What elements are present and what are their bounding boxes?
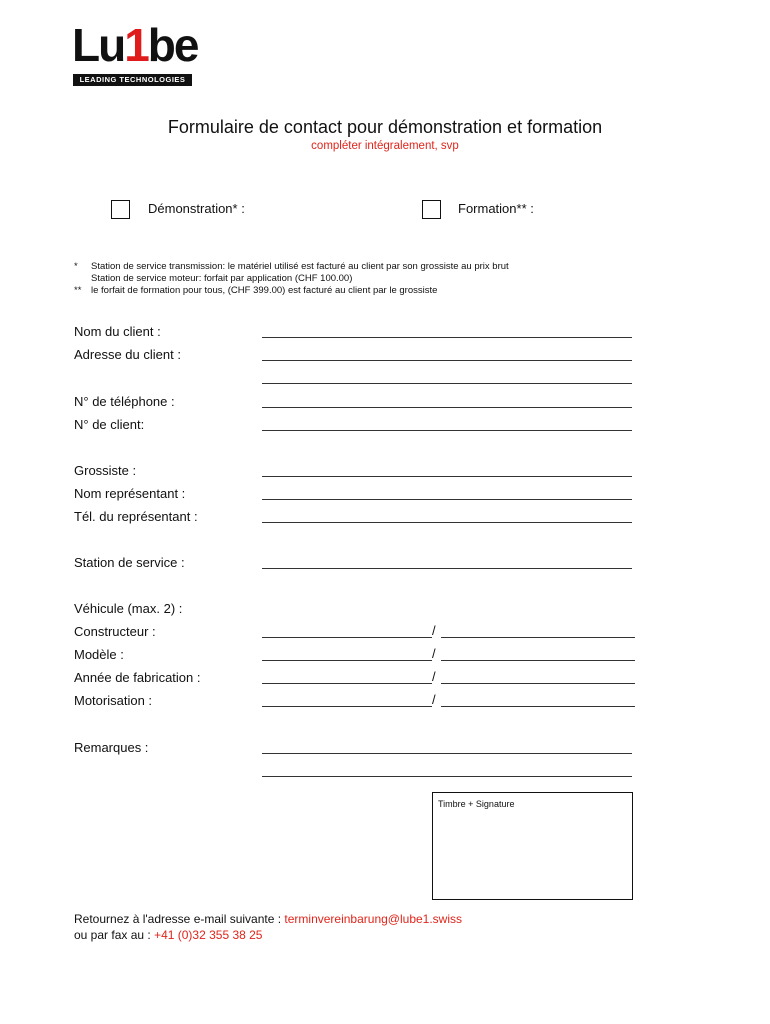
model-field-1[interactable] <box>262 660 432 661</box>
note-text: le forfait de formation pour tous, (CHF 399.00) est facturé au client par le grossiste <box>91 285 438 296</box>
rep-phone-label: Tél. du représentant : <box>74 509 198 524</box>
service-station-label: Station de service : <box>74 555 185 570</box>
year-field-2[interactable] <box>441 683 635 684</box>
client-address-field[interactable] <box>262 360 632 361</box>
separator-slash: / <box>432 692 436 707</box>
engine-field-1[interactable] <box>262 706 432 707</box>
wholesaler-field[interactable] <box>262 476 632 477</box>
fax-instructions <box>74 928 262 942</box>
logo-tagline: LEADING TECHNOLOGIES <box>73 74 192 86</box>
engine-label: Motorisation : <box>74 693 153 708</box>
return-instructions <box>74 912 462 926</box>
note-marker: * <box>74 261 78 272</box>
email-link[interactable]: terminvereinbarung@lube1.swiss <box>284 912 463 926</box>
phone-label: N° de téléphone : <box>74 394 175 409</box>
year-field-1[interactable] <box>262 683 432 684</box>
rep-phone-field[interactable] <box>262 522 632 523</box>
year-label: Année de fabrication : <box>74 670 201 685</box>
demonstration-checkbox[interactable] <box>111 200 130 219</box>
client-number-label: N° de client: <box>74 417 145 432</box>
phone-field[interactable] <box>262 407 632 408</box>
remarks-field-line2[interactable] <box>262 776 632 777</box>
page-subtitle: compléter intégralement, svp <box>311 140 459 152</box>
engine-field-2[interactable] <box>441 706 635 707</box>
logo-wordmark: Lu1be <box>72 19 198 71</box>
client-name-field[interactable] <box>262 337 632 338</box>
model-label: Modèle : <box>74 647 124 662</box>
rep-name-label: Nom représentant : <box>74 486 186 501</box>
client-number-field[interactable] <box>262 430 632 431</box>
page-title: Formulaire de contact pour démonstration et formation <box>167 117 603 137</box>
manufacturer-field-2[interactable] <box>441 637 635 638</box>
stamp-signature-box[interactable] <box>432 792 633 900</box>
remarks-label: Remarques : <box>74 740 149 755</box>
manufacturer-label: Constructeur : <box>74 624 156 639</box>
client-name-label: Nom du client : <box>74 324 161 339</box>
model-field-2[interactable] <box>441 660 635 661</box>
separator-slash: / <box>432 646 436 661</box>
demonstration-label: Démonstration* : <box>148 201 245 216</box>
company-logo <box>72 19 198 88</box>
remarks-field[interactable] <box>262 753 632 754</box>
formation-label: Formation** : <box>458 201 534 216</box>
service-station-field[interactable] <box>262 568 632 569</box>
note-text: Station de service moteur: forfait par application (CHF 100.00) <box>91 273 353 284</box>
return-text: Retournez à l'adresse e-mail suivante : <box>74 912 285 926</box>
separator-slash: / <box>432 669 436 684</box>
rep-name-field[interactable] <box>262 499 632 500</box>
vehicle-label: Véhicule (max. 2) : <box>74 601 183 616</box>
fax-text: ou par fax au : <box>74 928 155 942</box>
formation-checkbox[interactable] <box>422 200 441 219</box>
separator-slash: / <box>432 623 436 638</box>
note-text: Station de service transmission: le matériel utilisé est facturé au client par son grossiste au prix brut <box>91 261 509 272</box>
stamp-signature-label: Timbre + Signature <box>438 799 515 809</box>
manufacturer-field-1[interactable] <box>262 637 432 638</box>
fax-number: +41 (0)32 355 38 25 <box>154 928 263 942</box>
client-address-label: Adresse du client : <box>74 347 181 362</box>
client-address-field-line2[interactable] <box>262 383 632 384</box>
note-marker: ** <box>74 285 82 296</box>
wholesaler-label: Grossiste : <box>74 463 137 478</box>
